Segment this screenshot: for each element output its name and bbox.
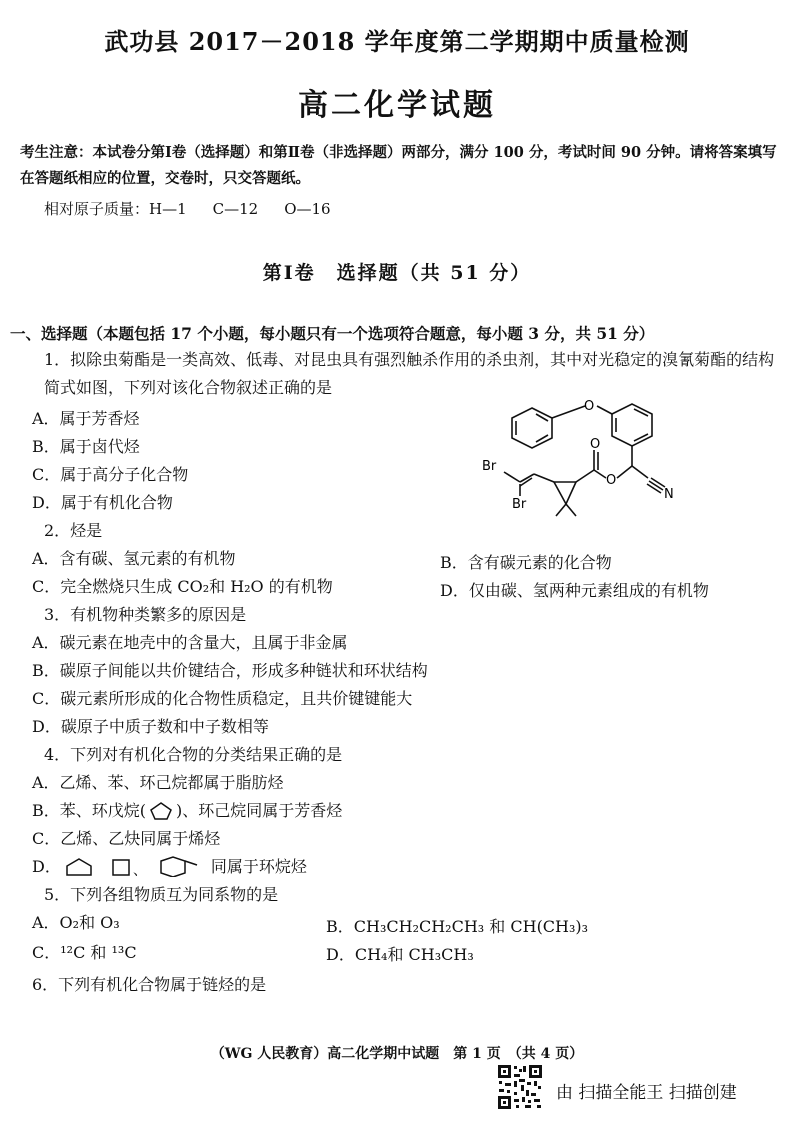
q1-option-c: C．属于高分子化合物 bbox=[32, 465, 189, 484]
struct-label-o-ether: O bbox=[584, 399, 595, 414]
struct-label-br-2: Br bbox=[512, 497, 527, 512]
mass-h: H—1 bbox=[149, 200, 187, 218]
ring-structures-icon bbox=[61, 855, 211, 875]
svg-text:、: 、 bbox=[132, 863, 147, 877]
struct-label-o-carbonyl: O bbox=[590, 437, 601, 452]
exam-title: 武功县 2017－2018 学年度第二学期期中质量检测 bbox=[104, 27, 690, 56]
q3-stem: 3．有机物种类繁多的原因是 bbox=[44, 605, 247, 624]
q4-option-d bbox=[32, 854, 307, 877]
q5-stem: 5．下列各组物质互为同系物的是 bbox=[44, 885, 279, 904]
q1-option-d: D．属于有机化合物 bbox=[32, 493, 173, 512]
q4-option-b bbox=[32, 798, 342, 821]
q2-option-a: A．含有碳、氢元素的有机物 bbox=[32, 549, 236, 568]
q4-option-d-post: 同属于环烷烃 bbox=[210, 857, 307, 876]
q4-option-b-pre: B．苯、环戊烷( bbox=[32, 801, 147, 820]
q4-stem: 4．下列对有机化合物的分类结果正确的是 bbox=[44, 745, 343, 764]
q1-option-b: B．属于卤代烃 bbox=[32, 437, 140, 456]
cyclopentane-icon bbox=[146, 801, 176, 819]
q5-option-d: D．CH₄和 CH₃CH₃ bbox=[326, 945, 474, 964]
q3-option-c: C．碳元素所形成的化合物性质稳定，且共价键键能大 bbox=[32, 689, 413, 708]
q3-option-d: D．碳原子中质子数和中子数相等 bbox=[32, 717, 269, 736]
q5-option-c: C．¹²C 和 ¹³C bbox=[32, 943, 137, 962]
page-footer: （WG 人民教育）高二化学期中试题 第 1 页 （共 4 页） bbox=[210, 1046, 584, 1062]
exam-notice: 考生注意：本试卷分第Ⅰ卷（选择题）和第Ⅱ卷（非选择题）两部分，满分 100 分，考试时间 90 分钟。请将答案填写在答题纸相应的位置，交卷时，只交答题纸。 bbox=[20, 144, 777, 187]
subject-title: 高二化学试题 bbox=[298, 88, 496, 123]
q3-option-b: B．碳原子间能以共价键结合，形成多种链状和环状结构 bbox=[32, 661, 428, 680]
scanner-watermark: 由 扫描全能王 扫描创建 bbox=[556, 1083, 737, 1103]
atomic-masses bbox=[44, 198, 357, 219]
part1-title: 第Ⅰ卷 选择题（共 51 分） bbox=[262, 262, 532, 284]
q4-option-a: A．乙烯、苯、环己烷都属于脂肪烃 bbox=[32, 773, 284, 792]
q5-option-a: A．O₂和 O₃ bbox=[32, 913, 120, 932]
struct-label-o-ester: O bbox=[606, 473, 617, 488]
qr-code-icon bbox=[497, 1064, 543, 1110]
q4-option-d-pre: D． bbox=[32, 857, 61, 876]
struct-label-n: N bbox=[664, 487, 674, 502]
q4-option-b-post: )、环己烷同属于芳香烃 bbox=[176, 801, 343, 820]
q2-stem: 2．烃是 bbox=[44, 521, 103, 540]
q1-stem-text: 1．拟除虫菊酯是一类高效、低毒、对昆虫具有强烈触杀作用的杀虫剂，其中对光稳定的溴氰菊酯的结构简式如图，下列对该化合物叙述正确的是 bbox=[44, 350, 775, 397]
section1-heading: 一、选择题（本题包括 17 个小题，每小题只有一个选项符合题意，每小题 3 分，共 51 分） bbox=[10, 324, 655, 343]
q5-option-b: B．CH₃CH₂CH₂CH₃ 和 CH(CH₃)₃ bbox=[326, 917, 589, 936]
q3-option-a: A．碳元素在地壳中的含量大，且属于非金属 bbox=[32, 633, 348, 652]
q2-option-d: D．仅由碳、氢两种元素组成的有机物 bbox=[440, 581, 709, 600]
q6-stem: 6．下列有机化合物属于链烃的是 bbox=[32, 975, 267, 994]
q4-option-c: C．乙烯、乙炔同属于烯烃 bbox=[32, 829, 221, 848]
q2-option-b: B．含有碳元素的化合物 bbox=[440, 553, 612, 572]
struct-label-br-1: Br bbox=[482, 459, 497, 474]
q2-option-c: C．完全燃烧只生成 CO₂和 H₂O 的有机物 bbox=[32, 577, 333, 596]
q1-option-a: A．属于芳香烃 bbox=[32, 409, 140, 428]
mass-o: O—16 bbox=[284, 200, 331, 218]
mass-c: C—12 bbox=[212, 200, 259, 218]
atomic-masses-label: 相对原子质量： bbox=[44, 200, 150, 218]
deltamethrin-structure bbox=[470, 392, 680, 522]
